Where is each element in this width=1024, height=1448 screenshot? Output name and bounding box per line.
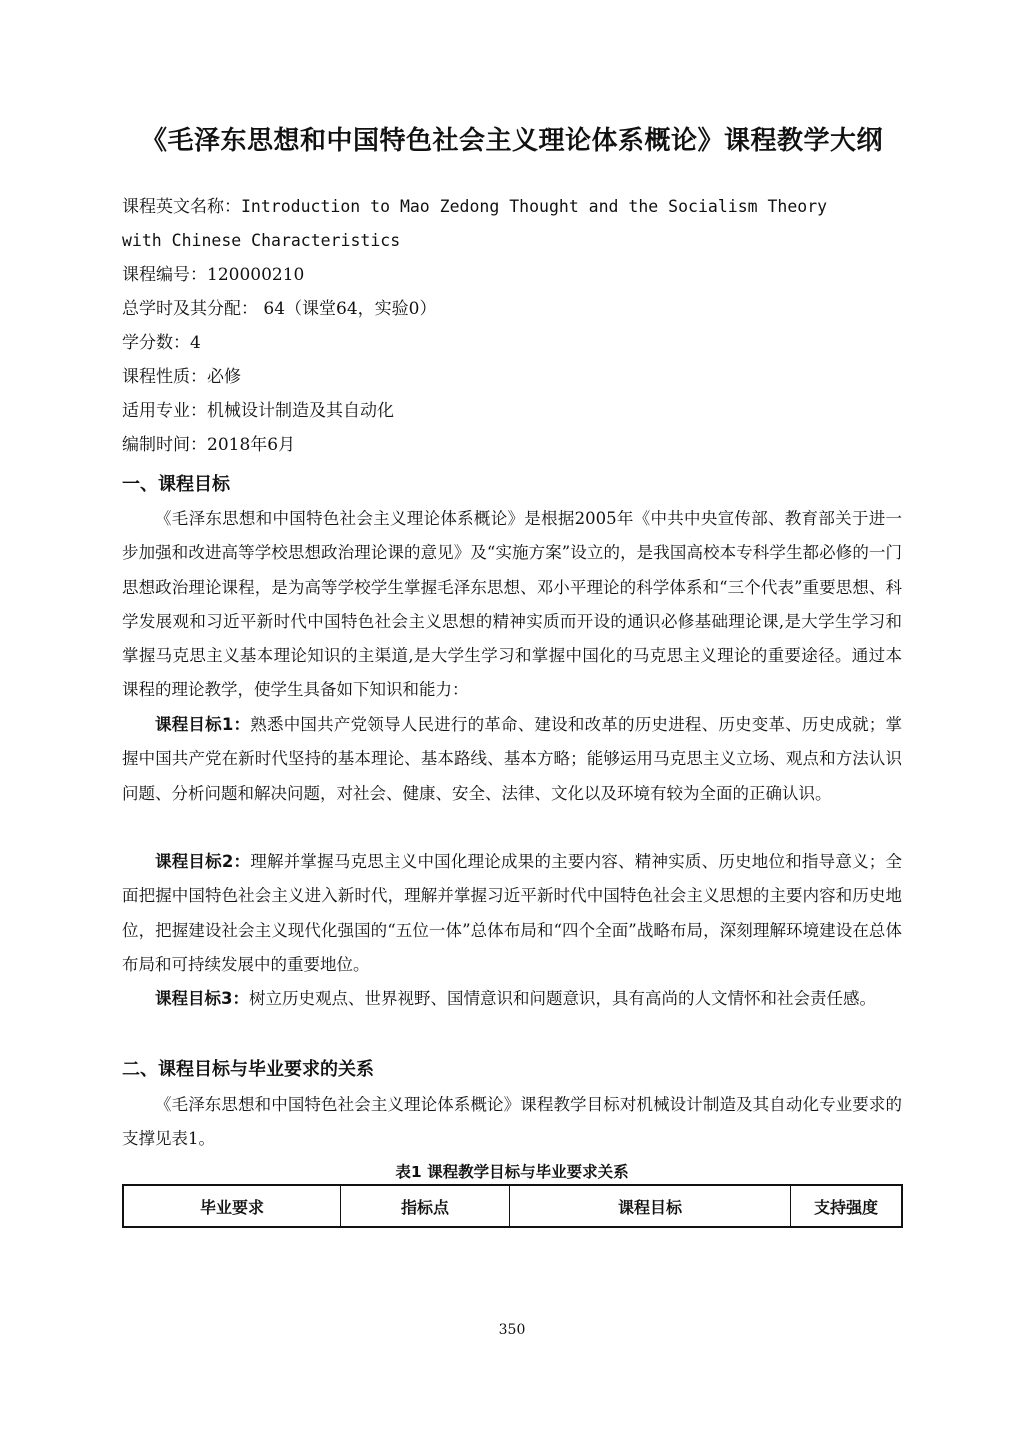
table-header-cell: 毕业要求 bbox=[123, 1185, 341, 1227]
course-code: 课程编号：120000210 bbox=[122, 265, 305, 285]
table-header-row bbox=[123, 1185, 902, 1227]
english-name-line-1 bbox=[122, 190, 902, 224]
course-goal-3 bbox=[122, 982, 902, 1016]
section-heading-2: 二、课程目标与毕业要求的关系 bbox=[122, 1059, 374, 1080]
course-meta bbox=[122, 190, 902, 462]
english-name-value: Introduction to Mao Zedong Thought and the Socialism Theory bbox=[241, 197, 828, 216]
requirements-table bbox=[122, 1184, 903, 1228]
goal-label: 课程目标2： bbox=[155, 852, 251, 871]
course-hours: 总学时及其分配： 64（课堂64，实验0） bbox=[122, 299, 437, 319]
page-number: 350 bbox=[498, 1322, 526, 1338]
section1-intro: 《毛泽东思想和中国特色社会主义理论体系概论》是根据2005年《中共中央宣传部、教育部关于进一步加强和改进高等学校思想政治理论课的意见》及“实施方案”设立的，是我国高校本专科学生都必修的一门思想政治理论课程，是为高等学校学生掌握毛泽东思想、邓小平理论的科学体系和“三个代表”重要思想、科学发展观和习近平新时代中国特色社会主义思想的精神实质而开设的通识必修基础理论课,是大学生学习和掌握马克思主义基本理论知识的主渠道,是大学生学习和掌握中国化的马克思主义理论的重要途径。通过本课程的理论教学，使学生具备如下知识和能力： bbox=[122, 509, 902, 700]
english-name-label: 课程英文名称： bbox=[122, 197, 241, 217]
goal-text: 树立历史观点、世界视野、国情意识和问题意识，具有高尚的人文情怀和社会责任感。 bbox=[248, 989, 876, 1008]
goal-text: 熟悉中国共产党领导人民进行的革命、建设和改革的历史进程、历史变革、历史成就；掌握中国共产党在新时代坚持的基本理论、基本路线、基本方略；能够运用马克思主义立场、观点和方法认识问题、分析问题和解决问题，对社会、健康、安全、法律、文化以及环境有较为全面的正确认识。 bbox=[122, 715, 902, 803]
course-nature: 课程性质：必修 bbox=[122, 367, 241, 387]
table-header-cell: 指标点 bbox=[341, 1185, 510, 1227]
table-header-cell: 支持强度 bbox=[791, 1185, 903, 1227]
course-credits: 学分数：4 bbox=[122, 333, 201, 353]
table-header-cell: 课程目标 bbox=[510, 1185, 791, 1227]
table-caption: 表1 课程教学目标与毕业要求关系 bbox=[395, 1163, 629, 1181]
course-goal-1 bbox=[122, 708, 902, 811]
goal-label: 课程目标3： bbox=[155, 989, 249, 1008]
course-date: 编制时间：2018年6月 bbox=[122, 435, 296, 455]
course-major: 适用专业：机械设计制造及其自动化 bbox=[122, 401, 394, 421]
english-name-line-2: with Chinese Characteristics bbox=[122, 231, 401, 250]
section-heading-1: 一、课程目标 bbox=[122, 474, 230, 495]
goal-label: 课程目标1： bbox=[155, 715, 251, 734]
course-goal-2 bbox=[122, 845, 902, 982]
section2-intro: 《毛泽东思想和中国特色社会主义理论体系概论》课程教学目标对机械设计制造及其自动化专业要求的支撑见表1。 bbox=[122, 1095, 902, 1149]
goal-text: 理解并掌握马克思主义中国化理论成果的主要内容、精神实质、历史地位和指导意义；全面把握中国特色社会主义进入新时代，理解并掌握习近平新时代中国特色社会主义思想的主要内容和历史地位，把握建设社会主义现代化强国的“五位一体”总体布局和“四个全面”战略布局，深刻理解环境建设在总体布局和可持续发展中的重要地位。 bbox=[122, 852, 902, 974]
page-title: 《毛泽东思想和中国特色社会主义理论体系概论》课程教学大纲 bbox=[140, 126, 883, 156]
